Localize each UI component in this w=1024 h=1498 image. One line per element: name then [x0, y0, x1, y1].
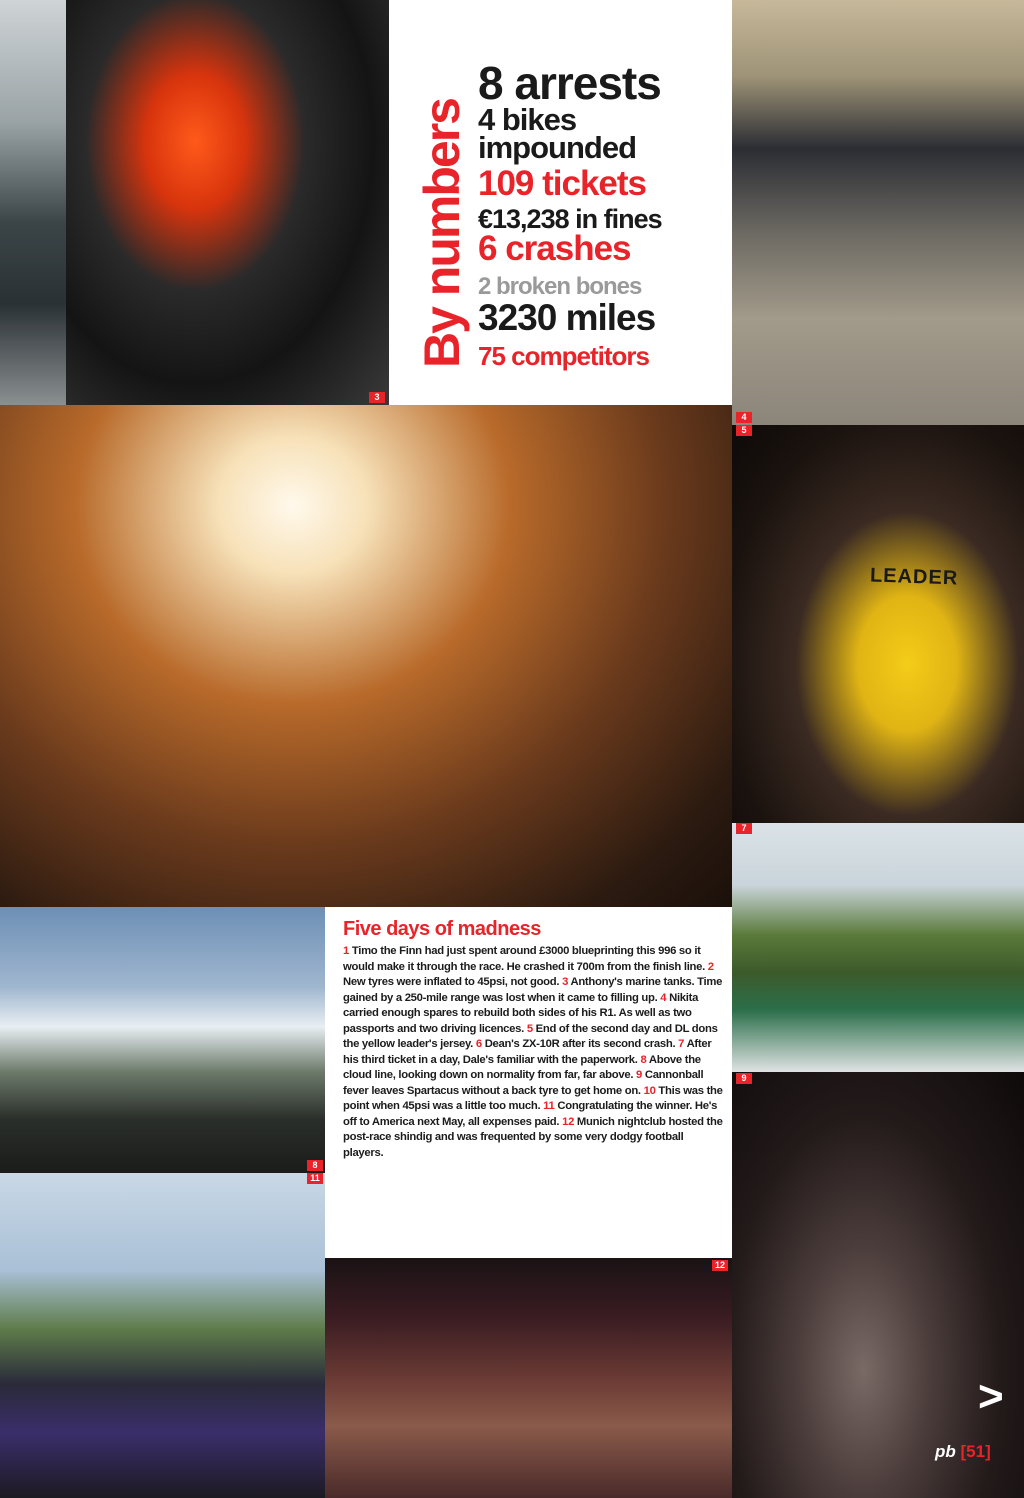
- photo-number-8: 8: [307, 1160, 323, 1171]
- photo-congratulating-winner: [0, 1173, 325, 1498]
- photo-police-paperwork: [732, 823, 1024, 1072]
- stat-competitors: 75 competitors: [478, 341, 649, 371]
- by-numbers-heading: By numbers: [414, 99, 470, 368]
- caption-number: 11: [543, 1100, 555, 1112]
- photo-number-4: 4: [736, 412, 752, 423]
- caption-text: End of the second day and DL dons the yellow leader's jersey.: [343, 1022, 718, 1050]
- photo-workshop-mechanic: [0, 0, 66, 405]
- photo-number-5: 5: [736, 425, 752, 436]
- caption-number: 4: [660, 991, 667, 1004]
- caption-number: 8: [640, 1053, 647, 1066]
- caption-number: 6: [475, 1038, 482, 1050]
- caption-number: 9: [636, 1069, 642, 1081]
- photo-leader-jersey: [732, 425, 1024, 823]
- stat-arrests: 8 arrests: [478, 57, 661, 109]
- caption-number: 3: [562, 976, 569, 988]
- caption-number: 10: [643, 1084, 656, 1097]
- stat-impounded: impounded: [478, 130, 637, 165]
- photo-marine-tanks: [66, 0, 389, 405]
- photo-number-12: 12: [712, 1260, 728, 1271]
- photo-number-9: 9: [736, 1073, 752, 1084]
- photo-burnout-smoke: [732, 1072, 1024, 1498]
- captions-body: [343, 944, 723, 1161]
- stat-bikes: 4 bikes: [478, 102, 577, 137]
- stat-fines: €13,238 in fines: [478, 204, 662, 234]
- photo-tunnel-riding: [0, 405, 732, 907]
- caption-number: 1: [343, 945, 349, 957]
- stat-crashes: 6 crashes: [478, 229, 631, 268]
- next-page-chevron-icon: >: [978, 1372, 1004, 1421]
- photo-number-3: 3: [369, 392, 385, 403]
- photo-spares-layout: [732, 0, 1024, 425]
- caption-text: Munich nightclub hosted the post-race shindig and was frequented by some very dodgy football players.: [343, 1115, 723, 1159]
- magazine-brand: pb: [935, 1442, 956, 1461]
- stat-broken-bones: 2 broken bones: [478, 273, 642, 300]
- caption-text: Anthony's marine tanks. Time gained by a 250-mile range was lost when it came to filling up.: [343, 976, 723, 1004]
- stat-tickets: 109 tickets: [478, 164, 647, 203]
- captions-heading: Five days of madness: [343, 918, 541, 940]
- photo-cloud-line-road: [0, 907, 325, 1173]
- caption-text: Nikita carried enough spares to rebuild both sides of his R1. As well as two passports and two driving licences.: [343, 991, 699, 1035]
- caption-text: New tyres were inflated to 45psi, not good.: [343, 976, 560, 988]
- caption-text: After his third ticket in a day, Dale's familiar with the paperwork.: [343, 1038, 712, 1066]
- caption-number: 12: [562, 1115, 575, 1128]
- photo-munich-nightclub: [325, 1258, 732, 1498]
- page-number: [51]: [960, 1442, 991, 1461]
- caption-text: Cannonball fever leaves Spartacus without a back tyre to get home on.: [343, 1069, 704, 1097]
- caption-number: 5: [526, 1022, 533, 1035]
- caption-number: 2: [707, 960, 714, 973]
- shirt-leader-text: LEADER: [869, 564, 959, 590]
- stat-miles: 3230 miles: [478, 297, 656, 338]
- caption-text: This was the point when 45psi was a little too much.: [343, 1084, 723, 1112]
- caption-text: Congratulating the winner. He's off to America next May, all expenses paid.: [343, 1100, 718, 1128]
- caption-text: Above the cloud line, looking down on normality from far, far above.: [343, 1053, 701, 1081]
- page-folio: [935, 1442, 991, 1462]
- photo-number-7: 7: [736, 823, 752, 834]
- caption-text: Timo the Finn had just spent around £3000 blueprinting this 996 so it would make it through the race. He crashed it 700m from the finish line.: [343, 945, 705, 973]
- caption-number: 7: [678, 1038, 685, 1050]
- caption-text: Dean's ZX-10R after its second crash.: [484, 1038, 676, 1050]
- photo-number-11: 11: [307, 1173, 323, 1184]
